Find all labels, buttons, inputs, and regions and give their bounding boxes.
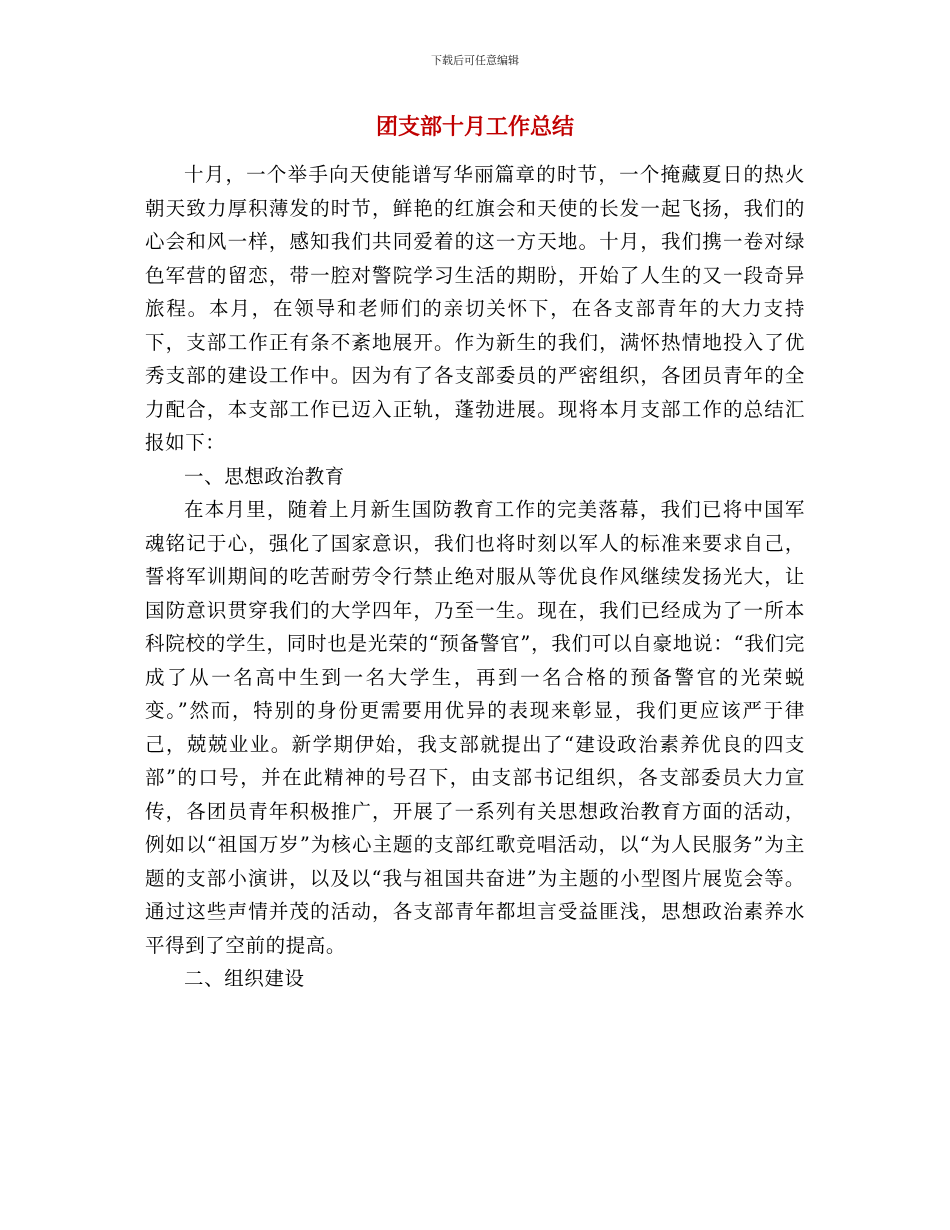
section-heading-ideology: 一、思想政治教育 bbox=[184, 464, 345, 488]
intro-paragraph: 十月，一个举手向天使能谱写华丽篇章的时节，一个掩藏夏日的热火朝天致力厚积薄发的时节，鲜艳的红旗会和天使的长发一起飞扬，我们的心会和风一样，感知我们共同爱着的这一方天地。十月，我们携一卷对绿色军营的留恋，带一腔对警院学习生活的期盼，开始了人生的又一段奇异旅程。本月，在领导和老师们的亲切关怀下，在各支部青年的大力支持下，支部工作正有条不紊地展开。作为新生的我们，满怀热情地投入了优秀支部的建设工作中。因为有了各支部委员的严密组织，各团员青年的全力配合，本支部工作已迈入正轨，蓬勃进展。现将本月支部工作的总结汇报如下： bbox=[145, 163, 805, 454]
document-title: 团支部十月工作总结 bbox=[375, 115, 574, 140]
ideology-paragraph: 在本月里，随着上月新生国防教育工作的完美落幕，我们已将中国军魂铭记于心，强化了国家意识，我们也将时刻以军人的标准来要求自己，誓将军训期间的吃苦耐劳令行禁止绝对服从等优良作风继续发扬光大，让国防意识贯穿我们的大学四年，乃至一生。现在，我们已经成为了一所本科院校的学生，同时也是光荣的“预备警官”，我们可以自豪地说：“我们完成了从一名高中生到一名大学生，再到一名合格的预备警官的光荣蜕变。”然而，特别的身份更需要用优异的表现来彰显，我们更应该严于律己，兢兢业业。新学期伊始，我支部就提出了“建设政治素养优良的四支部”的口号，并在此精神的号召下，由支部书记组织，各支部委员大力宣传，各团员青年积极推广，开展了一系列有关思想政治教育方面的活动，例如以“祖国万岁”为核心主题的支部红歌竞唱活动，以“为人民服务”为主题的支部小演讲，以及以“我与祖国共奋进”为主题的小型图片展览会等。通过这些声情并茂的活动，各支部青年都坦言受益匪浅，思想政治素养水平得到了空前的提高。 bbox=[145, 498, 805, 957]
page-header-note: 下载后可任意编辑 bbox=[431, 54, 519, 67]
document-body bbox=[145, 158, 805, 996]
section-heading-organization: 二、组织建设 bbox=[184, 967, 305, 990]
